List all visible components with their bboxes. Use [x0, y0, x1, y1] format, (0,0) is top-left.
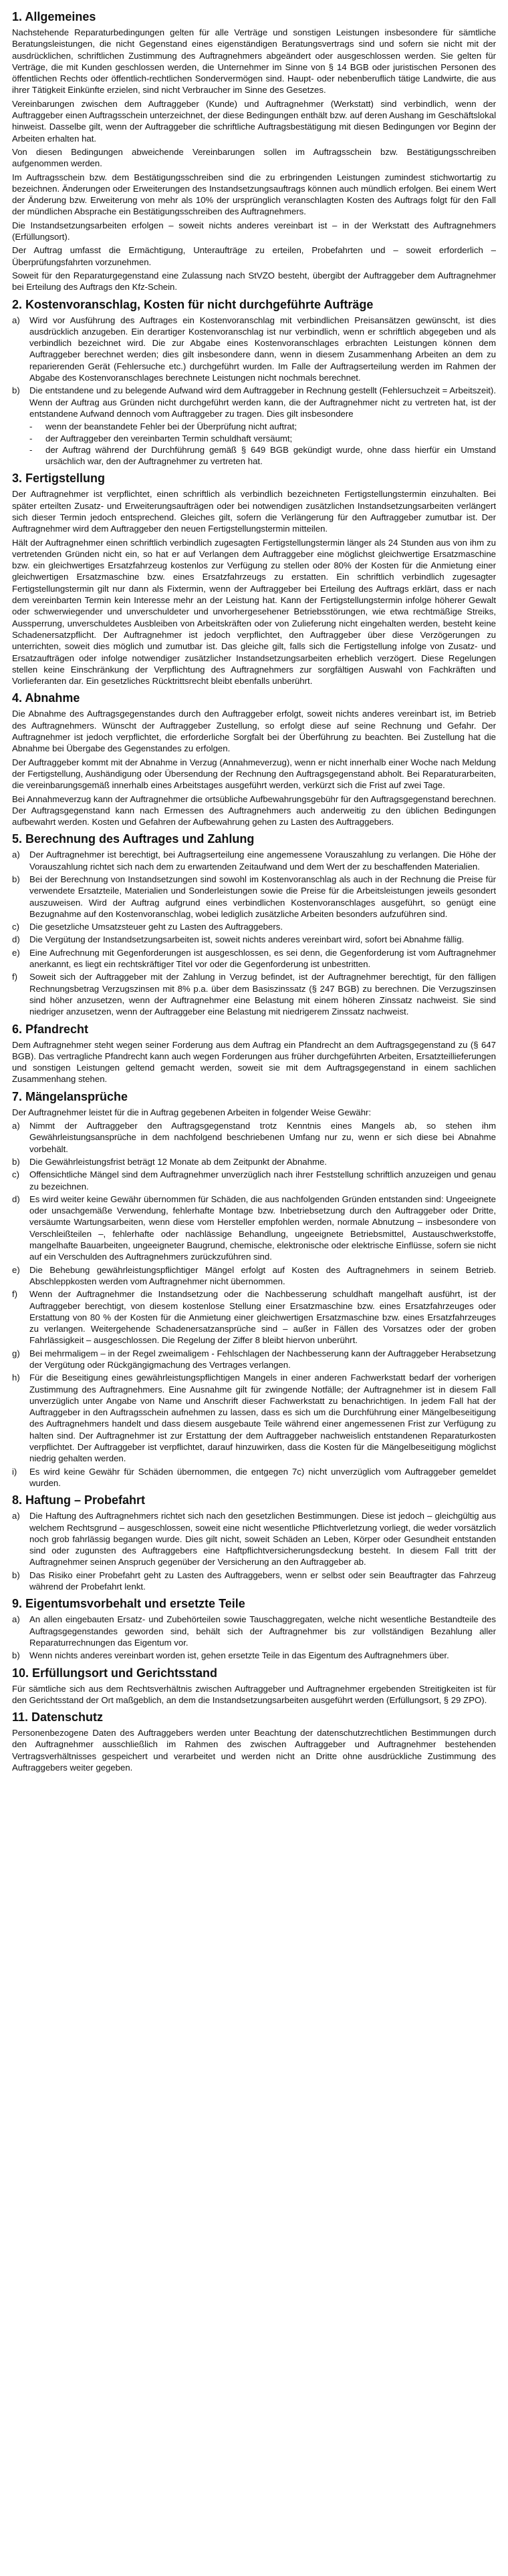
clause-text: Bei der Berechnung von Instandsetzungen sind sowohl im Kostenvoranschlag als auch in der Rechnung die Preise für verwendete Ersatzteile, Materialien und Sonderleistungen sowie die Preise für die Arbeitsleistungen jeweils gesondert auszuweisen. Wird der Auftrag aufgrund eines verbindlichen Kostenvoranschlages ausgeführt, so genügt eine Bezugnahme auf den Kostenvoranschlag, wobei lediglich zusätzliche Arbeiten besonders aufzuführen sind. [29, 874, 496, 919]
clause-text: Die Haftung des Auftragnehmers richtet sich nach den gesetzlichen Bestimmungen. Diese ist jedoch – gleichgültig aus welchem Rechtsgrund – ausgeschlossen, soweit eine nicht wesentliche Pflichtverletzung vorliegt, die weder vorsätzlich noch grob fahrlässig begangen wurde. Dies gilt nicht, soweit Schäden an Leben, Körper oder Gesundheit entstanden sind oder zugunsten des Auftraggebers eine Haftpflichtversicherungsdeckung besteht. In diesem Fall tritt der Auftragnehmer seinen Anspruch gegenüber der Versicherung an den Auftraggeber ab. [29, 1511, 496, 1568]
clause-label: g) [12, 1348, 20, 1358]
paragraph: Die Instandsetzungsarbeiten erfolgen – soweit nichts anderes vereinbart ist – in der Werkstatt des Auftragnehmers (Erfüllungsort). [12, 220, 496, 242]
section-5 [12, 832, 496, 1017]
clause-label: a) [12, 1121, 20, 1131]
section-11 [12, 1710, 496, 1773]
clause-item [12, 1288, 496, 1346]
clause-text: Es wird weiter keine Gewähr übernommen für Schäden, die aus nachfolgenden Gründen entstanden sind: Ungeeignete oder unsachgemäße Verwendung, fehlerhafte Montage bzw. Inbetriebsetzung durch den Auftraggeber oder Dritte, versäumte Wartungsarbeiten, wenn diese vom Hersteller empfohlen werden, normale Abnutzung – insbesondere von Verschleißteilen –, fehlerhafte oder nachlässige Behandlung, ungeeignete Betriebsmittel, Austauschwerkstoffe, mangelhafte Bauarbeiten, ungeeigneter Baugrund, chemische, elektronische oder elektrische Einflüsse, sofern sie nicht auf ein Verschulden des Auftragnehmers zurückzuführen sind. [29, 1193, 496, 1262]
sub-list [29, 421, 496, 467]
paragraph: Bei Annahmeverzug kann der Auftragnehmer die ortsübliche Aufbewahrungsgebühr für den Auftragsgegenstand berechnen. Der Auftragsgegenstand kann nach Ermessen des Auftragnehmers auch anderweitig zu den üblichen Bedingungen aufbewahrt werden. Kosten und Gefahren der Aufbewahrung gehen zu Lasten des Auftraggebers. [12, 793, 496, 827]
clause-text: Wenn der Auftragnehmer die Instandsetzung oder die Nachbesserung schuldhaft mangelhaft ausführt, ist der Auftraggeber berechtigt, von diesem kostenlose Stellung einer Ersatzmaschine bzw. eines Ersatzfahrzeuges oder Erstattung von 80 % der Kosten für die Anmietung einer gleichwertigen Ersatzmaschine bzw. eines Ersatzfahrzeuges zu verlangen. Weitergehende Schadenersatzansprüche sind – außer in Fällen des Vorsatzes oder der groben Fahrlässigkeit – ausgeschlossen. Die Regelung der Ziffer 8 bleibt hiervon unberührt. [29, 1289, 496, 1346]
clause-text: Nimmt der Auftraggeber den Auftragsgegenstand trotz Kenntnis eines Mangels ab, so stehen ihm Gewährleistungsansprüche in dem nachfolgend beschriebenen Umfang nur zu, wenn er sich diese bei Abnahme vorbehält. [29, 1121, 496, 1154]
paragraph: Die Abnahme des Auftragsgegenstandes durch den Auftraggeber erfolgt, soweit nichts anderes vereinbart ist, im Betrieb des Auftragnehmers. Wünscht der Auftraggeber Zustellung, so erfolgt diese auf seine Rechnung und Gefahr. Der Auftragnehmer ist jedoch verpflichtet, die erforderliche Sorgfalt bei der Überführung zu beachten. Bei Zustellung hat die Abnahme bei Übergabe des Gegenstandes zu erfolgen. [12, 709, 496, 754]
clause-text: Es wird keine Gewähr für Schäden übernommen, die entgegen 7c) nicht unverzüglich vom Auftraggeber gemeldet wurden. [29, 1466, 496, 1488]
section-title: 2. Kostenvoranschlag, Kosten für nicht durchgeführte Aufträge [12, 297, 374, 311]
clause-label: a) [12, 1511, 20, 1521]
clause-label: a) [12, 1614, 20, 1625]
clause-label: b) [12, 1156, 20, 1167]
sub-list-text: der Auftraggeber den vereinbarten Termin schuldhaft versäumt; [45, 433, 293, 443]
clause-label: b) [12, 874, 20, 884]
clause-label: d) [12, 1193, 20, 1204]
paragraph: Soweit für den Reparaturgegenstand eine Zulassung nach StVZO besteht, übergibt der Auftraggeber dem Auftragnehmer bei Erteilung des Auftrags den Kfz-Schein. [12, 270, 496, 293]
clause-item [12, 849, 496, 872]
section-10 [12, 1666, 496, 1706]
paragraph: Der Auftragnehmer leistet für die in Auftrag gegebenen Arbeiten in folgender Weise Gewähr: [12, 1107, 372, 1117]
clause-text: Die gesetzliche Umsatzsteuer geht zu Lasten des Auftraggebers. [29, 922, 283, 932]
clause-item [12, 971, 496, 1017]
clause-item [12, 947, 496, 970]
clause-label: d) [12, 934, 20, 945]
clause-item [12, 1169, 496, 1192]
clause-item [12, 385, 496, 419]
section-title: 6. Pfandrecht [12, 1022, 89, 1036]
clause-item [12, 1614, 496, 1648]
sub-list-text: der Auftrag während der Durchführung gemäß § 649 BGB gekündigt wurde, ohne dass hierfür ein Umstand ursächlich war, den der Auftragnehmer zu vertreten hat. [45, 444, 496, 467]
dash-bullet: - [29, 421, 33, 432]
clause-text: Das Risiko einer Probefahrt geht zu Lasten des Auftraggebers, wenn er selbst oder sein Beauftragter das Fahrzeug während der Probefahrt lenkt. [29, 1570, 496, 1592]
clause-label: e) [12, 1264, 20, 1275]
clause-text: Die Gewährleistungsfrist beträgt 12 Monate ab dem Zeitpunkt der Abnahme. [29, 1156, 327, 1167]
clause-item [12, 874, 496, 920]
paragraph: Hält der Auftragnehmer einen schriftlich verbindlich zugesagten Fertigstellungstermin länger als 24 Stunden aus von ihm zu vertretenden Gründen nicht ein, so hat er auf Verlangen dem Auftraggeber eine möglichst gleichwertige Ersatzmaschine bzw. ein gleichwertiges Ersatzfahrzeug kostenlos zur Verfügung zu stellen oder 80% der Kosten für die Anmietung einer gleichwertigen Ersatzmaschine bzw. eines Ersatzfahrzeugs zu erstatten. Ein schriftlich verbindlich zugesagter Fertigstellungstermin gilt nur dann als Fixtermin, wenn der Auftraggeber bei Erteilung des Auftrags erklärt, dass er nach dem vereinbarten Termin kein Interesse mehr an der Leistung hat. Kann der Fertigstellungstermin infolge höherer Gewalt oder schwerwiegender und unverschuldeter und unvorhergesehener Betriebsstörungen, wie etwa rechtmäßige Streiks, Aussperrung, unverschuldetes Ausbleiben von Arbeitskräften oder von Zulieferung nicht eingehalten werden, besteht keine Schadenersatzpflicht. Der Auftragnehmer ist jedoch verpflichtet, den Auftraggeber über diese Verzögerungen zu unterrichten, soweit dies möglich und zumutbar ist. Das gleiche gilt, falls sich die Fertigstellung infolge von Zusatz- und Ersatzaufträgen oder infolge notwendiger zusätzlicher Instandsetzungsarbeiten erheblich verzögert. Diese Regelungen stellen keine Einschränkung der Verpflichtung des Auftragnehmers zur sorgfältigen Auswahl von Fachkräften und Vorlieferanten dar. Ein gesetzliches Rücktrittsrecht bleibt ebenfalls unberührt. [12, 537, 496, 687]
section-1 [12, 9, 496, 293]
section-2 [12, 297, 496, 468]
paragraph: Personenbezogene Daten des Auftraggebers werden unter Beachtung der datenschutzrechtlichen Bestimmungen durch den Auftragnehmer ausschließlich im Rahmen des zwischen Auftraggeber und Auftragnehmer bestehenden Vertragsverhältnisses gespeichert und verarbeitet und werden nicht an Dritte ohne ausdrückliche Zustimmung des Auftraggebers weiter gegeben. [12, 1728, 496, 1773]
clause-item [12, 934, 496, 945]
clause-item [12, 1372, 496, 1464]
clause-label: b) [12, 1570, 20, 1580]
clause-item [12, 1348, 496, 1371]
section-title: 4. Abnahme [12, 691, 80, 705]
clause-text: Die Vergütung der Instandsetzungsarbeiten ist, soweit nichts anderes vereinbart wird, sofort bei Abnahme fällig. [29, 934, 465, 945]
clause-item [12, 921, 496, 932]
clause-text: Der Auftragnehmer ist berechtigt, bei Auftragserteilung eine angemessene Vorauszahlung zu verlangen. Die Höhe der Vorauszahlung richtet sich nach dem zu erwartenden Zeitaufwand und dem Wert der zu beschaffenden Materialien. [29, 850, 496, 872]
clause-item [12, 1156, 496, 1167]
clause-text: Wird vor Ausführung des Auftrages ein Kostenvoranschlag mit verbindlichen Preisansätzen gewünscht, ist dies ausdrücklich anzugeben. Ein derartiger Kostenvoranschlag ist nur verbindlich, wenn er schriftlich abgegeben und als verbindlich bezeichnet wird. Die zur Abgabe eines Kostenvoranschlages erbrachten Leistungen können dem Auftraggeber berechnet werden; dies gilt insbesondere dann, wenn in diesem Zusammenhang Arbeiten an dem zu reparierenden Gerät (Fehlersuche etc.) durchgeführt wurden. Im Falle der Auftragserteilung werden im Rahmen der Abgabe des Kostenvoranschlages berechnete Leistungen nicht nochmals berechnet. [29, 315, 496, 383]
clause-text: Bei mehrmaligem – in der Regel zweimaligem - Fehlschlagen der Nachbesserung kann der Auftraggeber Herabsetzung der Vergütung oder Rückgängigmachung des Vertrages verlangen. [29, 1348, 496, 1370]
section-4 [12, 691, 496, 827]
clause-label: b) [12, 1650, 20, 1661]
clause-text: Für die Beseitigung eines gewährleistungspflichtigen Mangels in einer anderen Fachwerkstatt bedarf der vorherigen Zustimmung des Auftragnehmers. Eine Ausnahme gilt für zwingende Notfälle; der Auftragnehmer ist in diesem Fall unverzüglich unter Angabe von Name und Anschrift dieser Fachwerkstatt zu benachrichtigen. In jedem Fall hat der Auftraggeber in den Auftragsschein aufnehmen zu lassen, dass es sich um die Durchführung einer Mängelbeseitigung des Auftragnehmers handelt und dass diesem ausgebaute Teile während einer angemessenen Frist zur Verfügung zu halten sind. Der Auftragnehmer ist zur Erstattung der dem Auftraggeber nachweislich entstandenen Reparaturkosten verpflichtet. Der Auftraggeber ist verpflichtet, darauf hinzuwirken, dass die Kosten für die Mängelbeseitigung möglichst niedrig gehalten werden. [29, 1372, 496, 1464]
paragraph: Dem Auftragnehmer steht wegen seiner Forderung aus dem Auftrag ein Pfandrecht an dem Auftragsgegenstand zu (§ 647 BGB). Das vertragliche Pfandrecht kann auch wegen Forderungen aus früher durchgeführten Arbeiten, Ersatzteillieferungen und sonstigen Leistungen geltend gemacht werden, soweit sie mit dem Auftragsgegenstand in einem sachlichen Zusammenhang stehen. [12, 1039, 496, 1085]
clause-item [12, 1120, 496, 1155]
clause-label: b) [12, 385, 20, 396]
clause-item [12, 1570, 496, 1593]
section-8 [12, 1493, 496, 1592]
section-title: 9. Eigentumsvorbehalt und ersetzte Teile [12, 1597, 245, 1611]
section-title: 3. Fertigstellung [12, 472, 106, 486]
paragraph: Der Auftragnehmer ist verpflichtet, einen schriftlich als verbindlich bezeichneten Fertigstellungstermin einzuhalten. Bei später erteilten Zusatz- und Erweiterungsaufträgen oder bei notwendigen zusätzlichen Instandsetzungsarbeiten verlängert sich dieser Termin jedoch entsprechend. Gleiches gilt, sofern die Verlängerung für den Auftraggeber zumutbar ist. Der Auftragnehmer wird dem Auftraggeber den neuen Fertigstellungstermin mitteilen. [12, 489, 496, 534]
clause-label: i) [12, 1466, 17, 1477]
clause-item [12, 1193, 496, 1263]
clause-item [12, 1466, 496, 1489]
clause-text: Offensichtliche Mängel sind dem Auftragnehmer unverzüglich nach ihrer Feststellung schriftlich anzuzeigen und genau zu bezeichnen. [29, 1169, 496, 1191]
clause-label: h) [12, 1372, 20, 1383]
clause-text: Die entstandene und zu belegende Aufwand wird dem Auftraggeber in Rechnung gestellt (Fehlersuchzeit = Arbeitszeit). Wenn der Auftrag aus Gründen nicht durchgeführt werden kann, die der Auftragnehmer nicht zu vertreten hat, ist der entstandene Aufwand dennoch vom Auftraggeber zu tragen. Dies gilt insbesondere [29, 385, 496, 419]
section-title: 11. Datenschutz [12, 1710, 104, 1724]
section-title: 1. Allgemeines [12, 10, 96, 23]
section-9 [12, 1596, 496, 1661]
clause-label: f) [12, 972, 18, 982]
sub-list-item [29, 433, 496, 444]
sub-list-item [29, 444, 496, 468]
paragraph: Für sämtliche sich aus dem Rechtsverhältnis zwischen Auftraggeber und Auftragnehmer ergebenden Streitigkeiten ist für den Gerichtsstand der Ort maßgeblich, an dem die Instandsetzungsarbeiten ausgeführt werden (Erfüllungsort, § 29 ZPO). [12, 1683, 496, 1705]
sub-list-text: wenn der beanstandete Fehler bei der Überprüfung nicht auftrat; [45, 421, 297, 432]
section-7 [12, 1089, 496, 1489]
paragraph: Von diesen Bedingungen abweichende Vereinbarungen sollen im Auftragsschein bzw. Bestätigungsschreiben aufgenommen werden. [12, 146, 496, 169]
section-title: 8. Haftung – Probefahrt [12, 1493, 146, 1507]
clause-item [12, 1264, 496, 1288]
clause-text: Soweit sich der Auftraggeber mit der Zahlung in Verzug befindet, ist der Auftragnehmer berechtigt, für den fälligen Rechnungsbetrag Verzugszinsen mit 8% p.a. über dem Basiszinssatz (§ 247 BGB) zu berechnen. Die Verzugszinsen sind höher anzusetzen, wenn der Auftragnehmer eine Belastung mit einem höheren Zinssatz nachweist. Sie sind niedriger anzusetzen, wenn der Auftraggeber eine Belastung mit niedrigerem Zinssatz nachweist. [29, 972, 496, 1017]
clause-text: Die Behebung gewährleistungspflichtiger Mängel erfolgt auf Kosten des Auftragnehmers in seinem Betrieb. Abschleppkosten werden vom Auftragnehmer nicht übernommen. [29, 1264, 496, 1286]
clause-item [12, 1510, 496, 1568]
clause-label: e) [12, 947, 20, 958]
section-3 [12, 471, 496, 687]
clause-label: a) [12, 315, 20, 325]
clause-label: f) [12, 1289, 18, 1300]
section-title: 5. Berechnung des Auftrages und Zahlung [12, 832, 255, 846]
clause-item [12, 1650, 496, 1661]
paragraph: Der Auftraggeber kommt mit der Abnahme in Verzug (Annahmeverzug), wenn er nicht innerhalb einer Woche nach Meldung der Fertigstellung, Aushändigung oder Übersendung der Rechnung den Auftragsgegenstand abholt. Bei Reparaturarbeiten, die vereinbarungsgemäß innerhalb eines Arbeitstages ausgeführt werden, verkürzt sich die Frist auf zwei Tage. [12, 757, 496, 791]
clause-label: a) [12, 850, 20, 860]
section-title: 10. Erfüllungsort und Gerichtsstand [12, 1666, 218, 1680]
paragraph: Der Auftrag umfasst die Ermächtigung, Unteraufträge zu erteilen, Probefahrten und – soweit erforderlich – Überprüfungsfahrten vorzunehmen. [12, 245, 496, 267]
clause-text: An allen eingebauten Ersatz- und Zubehörteilen sowie Tauschaggregaten, welche nicht wesentliche Bestandteile des Auftragsgegenstandes geworden sind, behält sich der Auftragnehmer bis zur vollständigen Bezahlung aller Reparaturrechnungen das Eigentum vor. [29, 1614, 496, 1648]
clause-item [12, 315, 496, 384]
sub-list-item [29, 421, 496, 432]
clause-label: c) [12, 1169, 19, 1180]
clause-text: Eine Aufrechnung mit Gegenforderungen ist ausgeschlossen, es sei denn, die Gegenforderung ist vom Auftragnehmer anerkannt, es liegt ein rechtskräftiger Titel vor oder die Gegenforderung ist unbestritten. [29, 947, 496, 970]
section-6 [12, 1022, 496, 1085]
dash-bullet: - [29, 433, 33, 443]
paragraph: Im Auftragsschein bzw. dem Bestätigungsschreiben sind die zu erbringenden Leistungen zumindest stichwortartig zu bezeichnen. Änderungen oder Erweiterungen des Instandsetzungsauftrags können auch mündlich erfolgen. Bei einem Wert der Änderung bzw. Erweiterung von mehr als 10% der ursprünglich veranschlagten Kosten des Auftrags folgt für den Fall der mündlichen Absprache ein Bestätigungsschreiben des Auftragnehmers. [12, 172, 496, 217]
paragraph: Vereinbarungen zwischen dem Auftraggeber (Kunde) und Auftragnehmer (Werkstatt) sind verbindlich, wenn der Auftraggeber einen Auftragsschein unterzeichnet, der diese Bedingungen enthält bzw. auf deren Aushang im Geschäftslokal hinweist. Dasselbe gilt, wenn der Auftraggeber die schriftliche Auftragsbestätigung mit diesen Bedingungen vor Beginn der Arbeiten erhalten hat. [12, 98, 496, 144]
clause-label: c) [12, 922, 19, 932]
dash-bullet: - [29, 444, 33, 455]
paragraph: Nachstehende Reparaturbedingungen gelten für alle Verträge und sonstigen Leistungen insbesondere für sämtliche Beratungsleistungen, die nicht Gegenstand eines eigenständigen Beratungsvertrags sind und sofern sie nicht mit der ausdrücklichen, schriftlichen Zustimmung des Auftragnehmers abgeändert oder ausgeschlossen werden. Sie gelten für Verträge, die mit Kunden geschlossen werden, die Unternehmer im Sinne von § 14 BGB oder juristischen Personen des öffentlichen Rechts oder öffentlich-rechtlichen Sondervermögen sind. Haupt- oder nebenberuflich tätige Landwirte, die aus ihrer Tätigkeit Einkünfte erzielen, sind nicht Verbraucher im Sinne des Gesetzes. [12, 27, 496, 96]
section-title: 7. Mängelansprüche [12, 1089, 128, 1103]
clause-text: Wenn nichts anderes vereinbart worden ist, gehen ersetzte Teile in das Eigentum des Auftragnehmers über. [29, 1650, 449, 1661]
